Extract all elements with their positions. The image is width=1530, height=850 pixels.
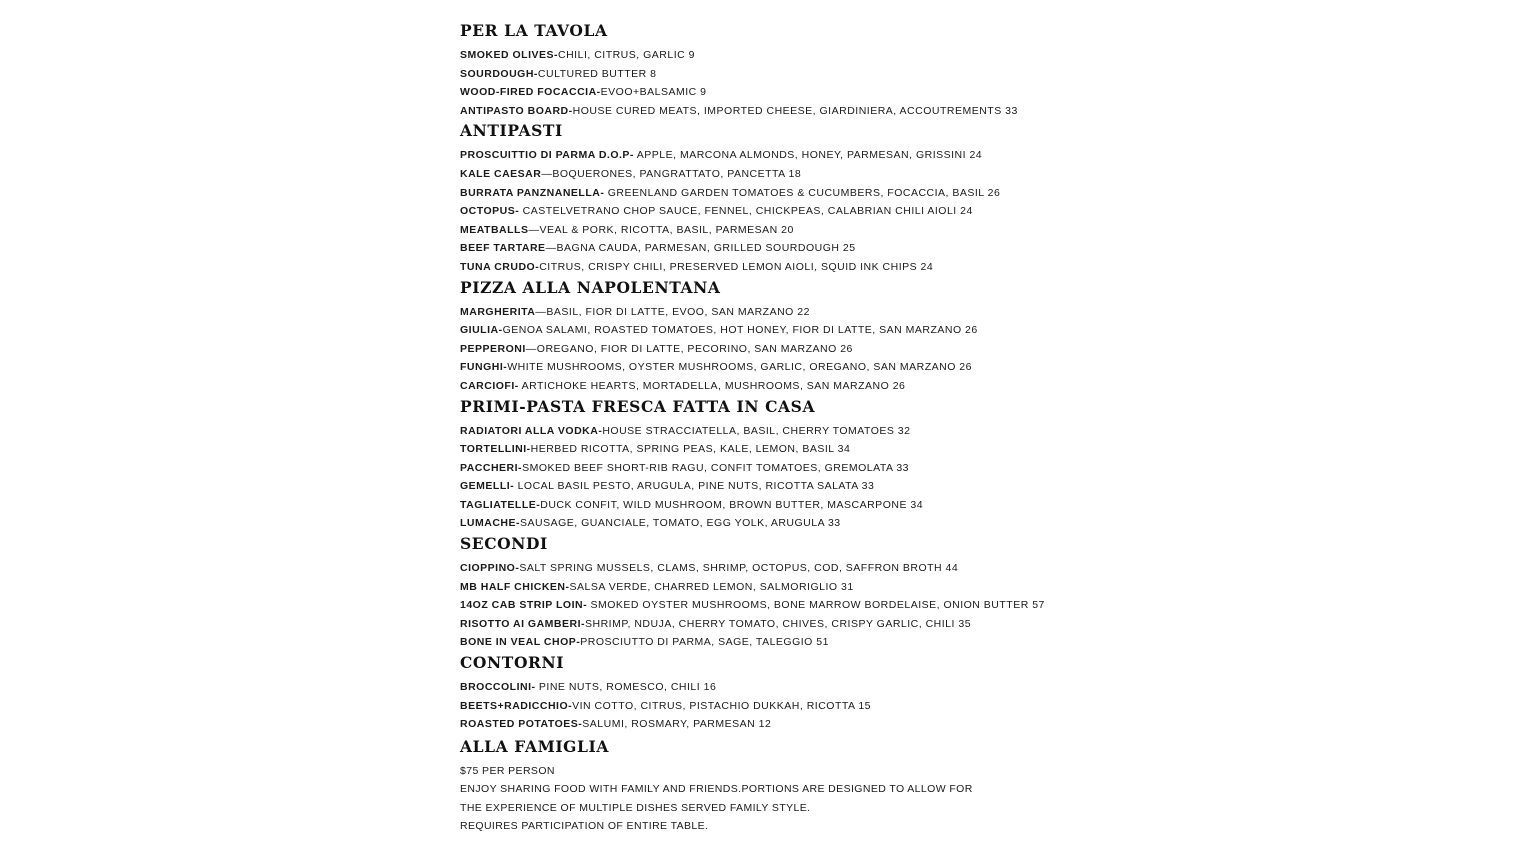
famiglia-description: ENJOY SHARING FOOD WITH FAMILY AND FRIENDS.PORTIONS ARE DESIGNED TO ALLOW FOR	[460, 783, 973, 796]
menu-item	[460, 697, 1100, 716]
item-description: SAUSAGE, GUANCIALE, TOMATO, EGG YOLK, ARUGULA 33	[520, 517, 841, 530]
item-name: RISOTTO AI GAMBERI-	[460, 617, 585, 630]
item-description: SALSA VERDE, CHARRED LEMON, SALMORIGLIO 31	[569, 580, 854, 593]
section-per-la-tavola	[460, 20, 1100, 120]
item-description: HERBED RICOTTA, SPRING PEAS, KALE, LEMON, BASIL 34	[530, 443, 851, 456]
item-name: LUMACHE-	[460, 517, 520, 530]
item-name: CARCIOFI-	[460, 379, 519, 392]
section-title: PIZZA ALLA NAPOLENTANA	[460, 277, 721, 297]
menu-item	[460, 422, 1100, 441]
famiglia-description: THE EXPERIENCE OF MULTIPLE DISHES SERVED FAMILY STYLE.	[460, 801, 811, 814]
section-alla-famiglia	[460, 736, 1100, 836]
menu-item	[460, 184, 1100, 203]
item-description: PROSCIUTTO DI PARMA, SAGE, TALEGGIO 51	[580, 636, 829, 649]
menu-item	[460, 239, 1100, 258]
item-name: 14OZ CAB STRIP LOIN-	[460, 599, 588, 612]
section-primi	[460, 396, 1100, 534]
item-description: CULTURED BUTTER 8	[537, 67, 657, 80]
item-name: SOURDOUGH-	[460, 67, 538, 80]
item-description: —BAGNA CAUDA, PARMESAN, GRILLED SOURDOUGH 25	[545, 242, 856, 255]
item-name: SMOKED OLIVES-	[460, 49, 559, 61]
section-title: ANTIPASTI	[460, 121, 563, 141]
item-description: DUCK CONFIT, WILD MUSHROOM, BROWN BUTTER, MASCARPONE 34	[540, 498, 924, 511]
menu-item	[460, 496, 1100, 515]
section-title: PER LA TAVOLA	[460, 21, 608, 40]
item-description: ARTICHOKE HEARTS, MORTADELLA, MUSHROOMS, SAN MARZANO 26	[518, 379, 906, 392]
menu-item	[460, 440, 1100, 459]
item-description: —BOQUERONES, PANGRATTATO, PANCETTA 18	[541, 167, 802, 180]
menu-item	[460, 459, 1100, 478]
item-name: OCTOPUS-	[460, 205, 520, 218]
item-description: SMOKED OYSTER MUSHROOMS, BONE MARROW BORDELAISE, ONION BUTTER 57	[587, 599, 1045, 612]
item-name: MEATBALLS	[460, 223, 529, 236]
menu-item	[460, 633, 1100, 652]
menu-item	[460, 102, 1100, 121]
item-name: WOOD-FIRED FOCACCIA-	[460, 86, 601, 99]
section-title: PRIMI-PASTA FRESCA FATTA IN CASA	[460, 396, 816, 416]
section-contorni	[460, 652, 1100, 734]
menu-item	[460, 303, 1100, 322]
item-name: PROSCUITTIO DI PARMA D.O.P-	[460, 149, 634, 162]
item-name: ROASTED POTATOES-	[460, 718, 583, 731]
item-description: SALUMI, ROSMARY, PARMESAN 12	[582, 718, 772, 731]
item-description: PINE NUTS, ROMESCO, CHILI 16	[535, 681, 717, 694]
item-name: KALE CAESAR	[460, 167, 542, 180]
item-description: GENOA SALAMI, ROASTED TOMATOES, HOT HONEY, FIOR DI LATTE, SAN MARZANO 26	[502, 324, 978, 337]
menu	[460, 20, 1100, 835]
item-name: GIULIA-	[460, 324, 503, 337]
item-name: RADIATORI ALLA VODKA-	[460, 424, 603, 437]
item-description: VIN COTTO, CITRUS, PISTACHIO DUKKAH, RICOTTA 15	[572, 699, 872, 712]
section-secondi	[460, 533, 1100, 652]
menu-item	[460, 559, 1100, 578]
item-name: TORTELLINI-	[460, 443, 531, 456]
item-name: CIOPPINO-	[460, 562, 520, 575]
item-name: FUNGHI-	[460, 361, 508, 374]
item-description: SALT SPRING MUSSELS, CLAMS, SHRIMP, OCTOPUS, COD, SAFFRON BROTH 44	[519, 562, 959, 575]
menu-item	[460, 477, 1100, 496]
item-description: GREENLAND GARDEN TOMATOES & CUCUMBERS, FOCACCIA, BASIL 26	[604, 186, 1001, 199]
item-description: SMOKED BEEF SHORT-RIB RAGU, CONFIT TOMATOES, GREMOLATA 33	[522, 461, 909, 474]
menu-item	[460, 321, 1100, 340]
menu-item	[460, 358, 1100, 377]
item-name: BURRATA PANZNANELLA-	[460, 186, 605, 199]
section-pizza	[460, 277, 1100, 396]
item-name: BEETS+RADICCHIO-	[460, 699, 573, 712]
item-name: MB HALF CHICKEN-	[460, 580, 570, 593]
menu-item	[460, 83, 1100, 102]
item-description: HOUSE STRACCIATELLA, BASIL, CHERRY TOMATOES 32	[602, 424, 911, 437]
item-name: GEMELLI-	[460, 480, 515, 493]
section-title: ALLA FAMIGLIA	[460, 736, 609, 756]
section-title: SECONDI	[460, 534, 548, 554]
menu-item	[460, 46, 1100, 65]
menu-item	[460, 202, 1100, 221]
item-name: MARGHERITA	[460, 305, 536, 318]
menu-item	[460, 715, 1100, 734]
item-description: CASTELVETRANO CHOP SAUCE, FENNEL, CHICKPEAS, CALABRIAN CHILI AIOLI 24	[519, 205, 973, 218]
item-name: BONE IN VEAL CHOP-	[460, 636, 581, 649]
section-title: CONTORNI	[460, 653, 565, 673]
item-description: EVOO+BALSAMIC 9	[600, 86, 707, 99]
menu-item	[460, 678, 1100, 697]
menu-item	[460, 578, 1100, 597]
menu-item	[460, 596, 1100, 615]
item-name: TUNA CRUDO-	[460, 260, 540, 273]
item-description: SHRIMP, NDUJA, CHERRY TOMATO, CHIVES, CRISPY GARLIC, CHILI 35	[585, 617, 972, 630]
menu-item	[460, 65, 1100, 84]
item-name: BEEF TARTARE	[460, 242, 546, 255]
menu-item	[460, 221, 1100, 240]
menu-item	[460, 146, 1100, 165]
item-name: TAGLIATELLE-	[460, 498, 541, 511]
item-description: LOCAL BASIL PESTO, ARUGULA, PINE NUTS, RICOTTA SALATA 33	[514, 480, 875, 493]
menu-item	[460, 340, 1100, 359]
item-description: CHILI, CITRUS, GARLIC 9	[558, 49, 695, 61]
famiglia-requirement: REQUIRES PARTICIPATION OF ENTIRE TABLE.	[460, 819, 709, 832]
item-description: —BASIL, FIOR DI LATTE, EVOO, SAN MARZANO 22	[535, 305, 810, 318]
item-name: BROCCOLINI-	[460, 681, 536, 694]
menu-item	[460, 514, 1100, 533]
item-name: ANTIPASTO BOARD-	[460, 104, 573, 117]
item-description: WHITE MUSHROOMS, OYSTER MUSHROOMS, GARLIC, OREGANO, SAN MARZANO 26	[507, 361, 972, 374]
famiglia-price: $75 PER PERSON	[460, 764, 555, 777]
menu-item	[460, 165, 1100, 184]
item-description: —OREGANO, FIOR DI LATTE, PECORINO, SAN MARZANO 26	[525, 342, 853, 355]
item-description: APPLE, MARCONA ALMONDS, HONEY, PARMESAN, GRISSINI 24	[633, 149, 983, 162]
menu-item	[460, 377, 1100, 396]
item-name: PACCHERI-	[460, 461, 523, 474]
section-antipasti	[460, 120, 1100, 276]
item-description: HOUSE CURED MEATS, IMPORTED CHEESE, GIARDINIERA, ACCOUTREMENTS 33	[572, 104, 1018, 117]
menu-item	[460, 258, 1100, 277]
item-description: —VEAL & PORK, RICOTTA, BASIL, PARMESAN 20	[528, 223, 794, 236]
item-name: PEPPERONI	[460, 342, 526, 355]
menu-item	[460, 615, 1100, 634]
item-description: CITRUS, CRISPY CHILI, PRESERVED LEMON AIOLI, SQUID INK CHIPS 24	[539, 260, 934, 273]
